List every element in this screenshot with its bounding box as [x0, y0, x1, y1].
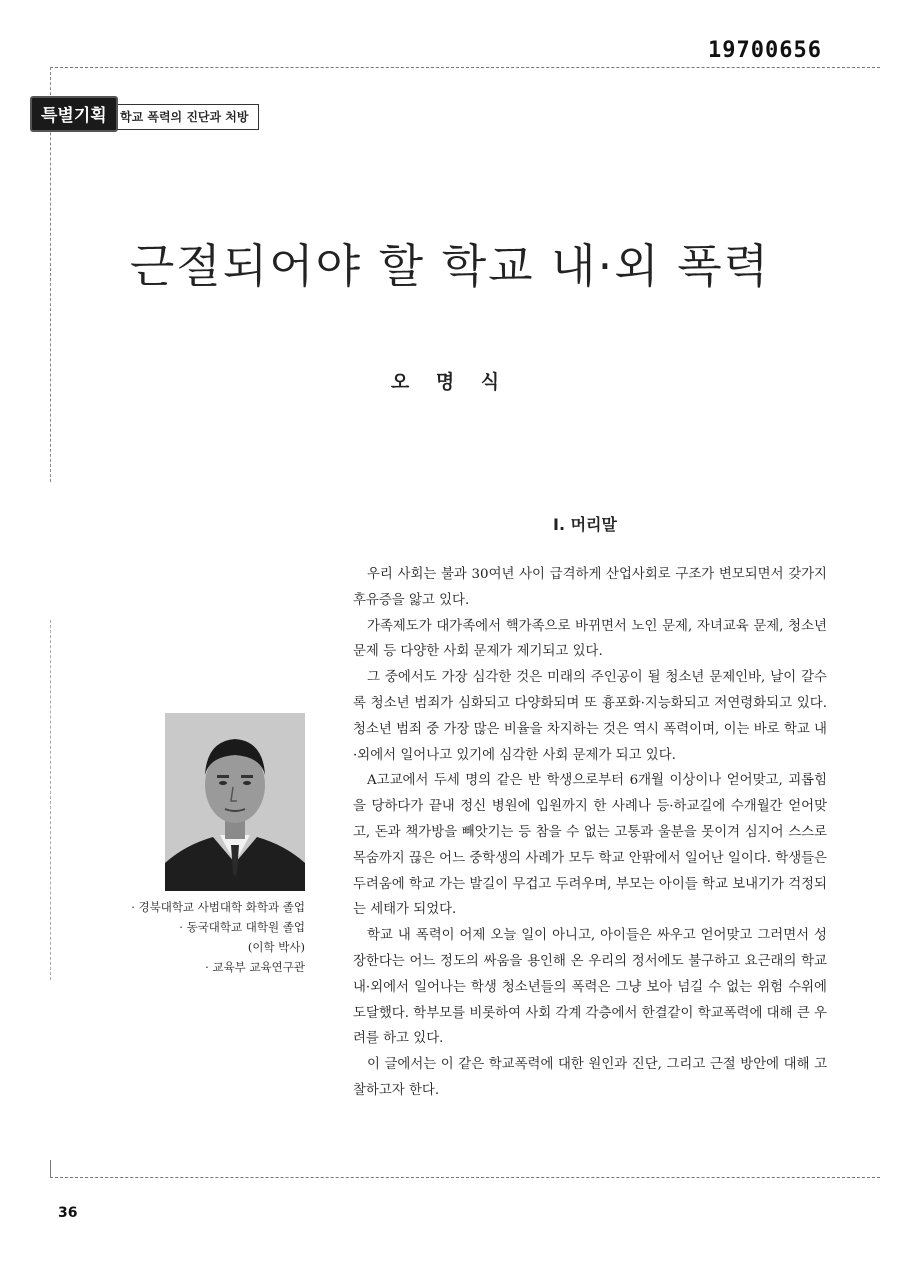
article-author: 오 명 식 [390, 371, 510, 393]
author-bio-line: · 동국대학교 대학원 졸업 [179, 920, 305, 934]
author-bio [90, 897, 305, 977]
section-heading: Ⅰ. 머리말 [553, 515, 617, 534]
series-tag: 특별기획 [30, 96, 118, 132]
author-photo [165, 713, 305, 891]
series-subtitle: 학교 폭력의 진단과 처방 [106, 104, 259, 130]
article-title: 근절되어야 할 학교 내·외 폭력 [129, 239, 771, 293]
body-paragraph: 이 글에서는 이 같은 학교폭력에 대한 원인과 진단, 그리고 근절 방안에 대해 고찰하고자 한다. [353, 1057, 827, 1098]
page-number: 36 [58, 1205, 78, 1221]
article-body [353, 562, 827, 1104]
bottom-divider [50, 1177, 880, 1178]
body-paragraph: 우리 사회는 불과 30여년 사이 급격하게 산업사회로 구조가 변모되면서 갖가지 후유증을 앓고 있다. [353, 567, 827, 608]
author-bio-line: · 교육부 교육연구관 [205, 960, 305, 974]
body-paragraph: 학교 내 폭력이 어제 오늘 일이 아니고, 아이들은 싸우고 얻어맞고 그러면서 성장한다는 어느 정도의 싸움을 용인해 온 우리의 정서에도 불구하고 요근래의 학교 내·외에서 일어나는 학생 청소년들의 폭력은 그냥 보아 넘길 수 없는 위험 수위에 도달했다. 학부모를 비롯하여 사회 각계 각층에서 한결같이 학교폭력에 대해 큰 우려를 하고 있다. [353, 928, 827, 1047]
top-divider [50, 67, 880, 68]
body-paragraph: 가족제도가 대가족에서 핵가족으로 바뀌면서 노인 문제, 자녀교육 문제, 청소년 문제 등 다양한 사회 문제가 제기되고 있다. [353, 618, 827, 660]
author-bio-line: · 경북대학교 사범대학 화학과 졸업 [131, 900, 305, 914]
author-bio-line: (이학 박사) [247, 940, 305, 954]
left-margin-rule-lower [50, 620, 51, 980]
document-number: 19700656 [708, 38, 822, 63]
body-paragraph: 그 중에서도 가장 심각한 것은 미래의 주인공이 될 청소년 문제인바, 날이 갈수록 청소년 범죄가 심화되고 다양화되며 또 흉포화·지능화되고 저연령화되고 있다. 청소년 범죄 중 가장 많은 비율을 차지하는 것은 역시 폭력이며, 이는 바로 학교 내·외에서 일어나고 있기에 심각한 사회 문제가 되고 있다. [353, 670, 827, 763]
body-paragraph: A고교에서 두세 명의 같은 반 학생으로부터 6개월 이상이나 얻어맞고, 괴롭힘을 당하다가 끝내 정신 병원에 입원까지 한 사례나 등·하교길에 수개월간 얻어맞고, 돈과 책가방을 빼앗기는 등 참을 수 없는 고통과 울분을 못이겨 심지어 스스로 목숨까지 끊은 어느 중학생의 사례가 모두 학교 안팎에서 일어난 일이다. 학생들은 두려움에 학교 가는 발길이 무겁고 두려우며, 부모는 아이들 학교 보내기가 걱정되는 세태가 되었다. [353, 773, 828, 918]
bottom-rule-tick [50, 1160, 51, 1178]
